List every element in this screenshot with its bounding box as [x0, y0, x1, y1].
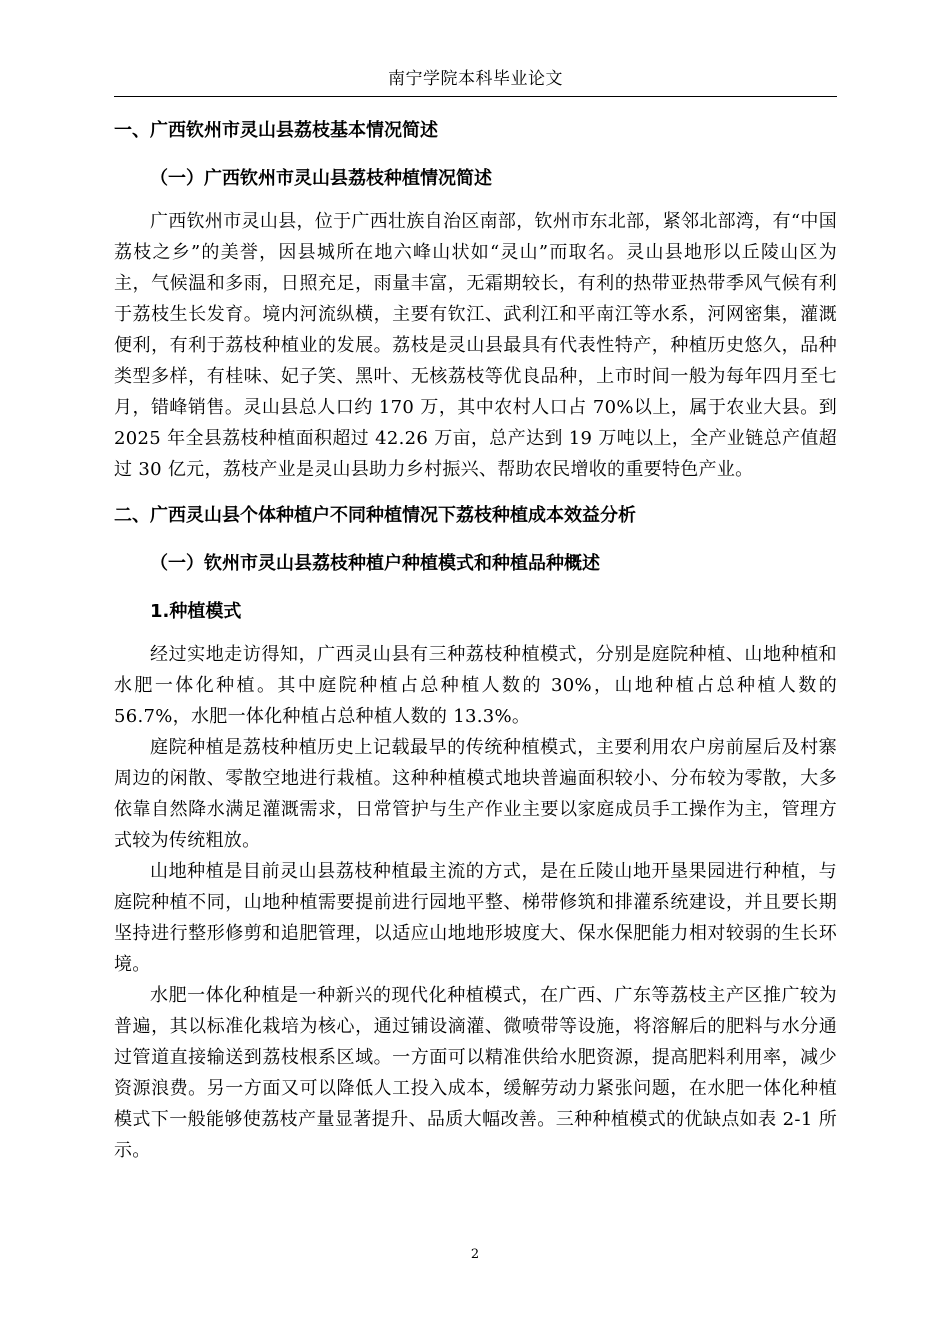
running-header-title: 南宁学院本科毕业论文	[388, 69, 563, 89]
paragraph-courtyard-planting: 庭院种植是荔枝种植历史上记载最早的传统种植模式，主要利用农户房前屋后及村寨周边的闲散、零散空地进行栽植。这种种植模式地块普遍面积较小、分布较为零散，大多依靠自然降水满足灌溉需求，日常管护与生产作业主要以家庭成员手工操作为主，管理方式较为传统粗放。	[114, 737, 837, 851]
subsection-heading-1-1: （一）广西钦州市灵山县荔枝种植情况简述	[150, 168, 492, 189]
paragraph-planting-modes-share: 经过实地走访得知，广西灵山县有三种荔枝种植模式，分别是庭院种植、山地种植和水肥一体化种植。其中庭院种植占总种植人数的 30%，山地种植占总种植人数的 56.7%，水肥一体化种植占总种植人数的 13.3%。	[114, 644, 837, 727]
page-body	[114, 110, 837, 1166]
subsection-heading-2-1: （一）钦州市灵山县荔枝种植户种植模式和种植品种概述	[150, 553, 600, 574]
paragraph-lingshan-overview: 广西钦州市灵山县，位于广西壮族自治区南部，钦州市东北部，紧邻北部湾，有“中国荔枝之乡”的美誉，因县城所在地六峰山状如“灵山”而取名。灵山县地形以丘陵山区为主，气候温和多雨，日照充足，雨量丰富，无霜期较长，有利的热带亚热带季风气候有利于荔枝生长发育。境内河流纵横，主要有钦江、武利江和平南江等水系，河网密集，灌溉便利，有利于荔枝种植业的发展。荔枝是灵山县最具有代表性特产，种植历史悠久，品种类型多样，有桂味、妃子笑、黑叶、无核荔枝等优良品种，上市时间一般为每年四月至七月，错峰销售。灵山县总人口约 170 万，其中农村人口占 70%以上，属于农业大县。到 2025 年全县荔枝种植面积超过 42.26 万亩，总产达到 19 万吨以上，全产业链总产值超过 30 亿元，荔枝产业是灵山县助力乡村振兴、帮助农民增收的重要特色产业。	[114, 211, 837, 480]
section-heading-1: 一、广西钦州市灵山县荔枝基本情况简述	[114, 120, 438, 141]
running-header	[114, 62, 837, 97]
section-heading-2: 二、广西灵山县个体种植户不同种植情况下荔枝种植成本效益分析	[114, 505, 636, 526]
minor-heading-planting-mode: 1.种植模式	[150, 601, 242, 622]
page-number: 2	[470, 1247, 480, 1262]
paragraph-fertigation-planting: 水肥一体化种植是一种新兴的现代化种植模式，在广西、广东等荔枝主产区推广较为普遍，其以标准化栽培为核心，通过铺设滴灌、微喷带等设施，将溶解后的肥料与水分通过管道直接输送到荔枝根系区域。一方面可以精准供给水肥资源，提高肥料利用率，减少资源浪费。另一方面又可以降低人工投入成本，缓解劳动力紧张问题，在水肥一体化种植模式下一般能够使荔枝产量显著提升、品质大幅改善。三种种植模式的优缺点如表 2-1 所示。	[114, 985, 837, 1161]
paragraph-mountain-planting: 山地种植是目前灵山县荔枝种植最主流的方式，是在丘陵山地开垦果园进行种植，与庭院种植不同，山地种植需要提前进行园地平整、梯带修筑和排灌系统建设，并且要长期坚持进行整形修剪和追肥管理，以适应山地地形坡度大、保水保肥能力相对较弱的生长环境。	[114, 861, 837, 975]
